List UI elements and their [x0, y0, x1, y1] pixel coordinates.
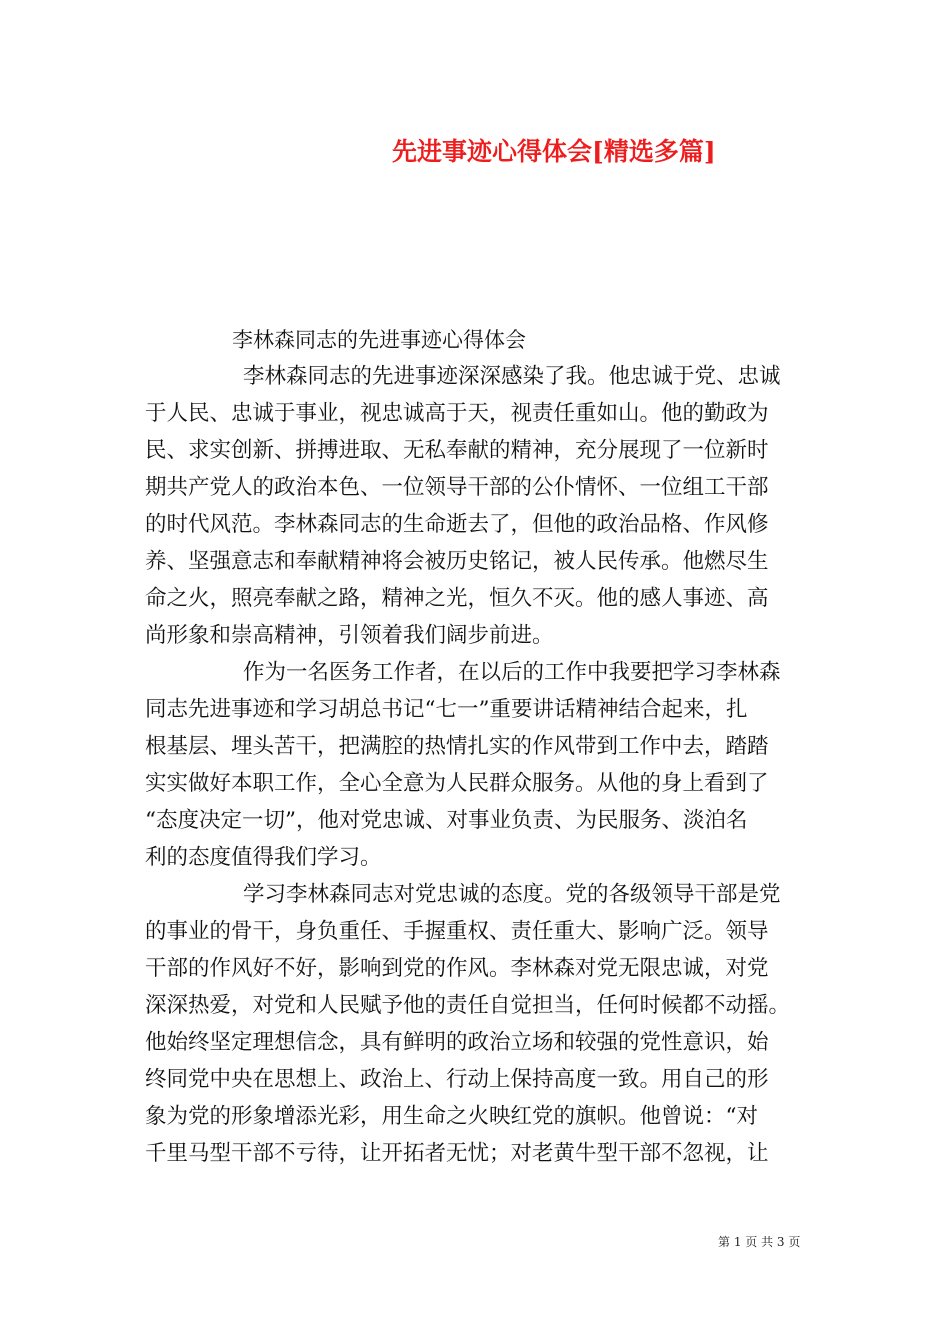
page-title: 先进事迹心得体会[精选多篇] — [392, 137, 716, 166]
paragraph-line: 他始终坚定理想信念，具有鲜明的政治立场和较强的党性意识，始 — [145, 1030, 769, 1055]
paragraph-line: 养、坚强意志和奉献精神将会被历史铭记，被人民传承。他燃尽生 — [145, 549, 769, 574]
paragraph-line: 期共产党人的政治本色、一位领导干部的公仆情怀、一位组工干部 — [145, 475, 769, 500]
section-heading: 李林森同志的先进事迹心得体会 — [232, 328, 526, 352]
paragraph-line: 根基层、埋头苦干，把满腔的热情扎实的作风带到工作中去，踏踏 — [145, 734, 769, 759]
paragraph-line: 利的态度值得我们学习。 — [145, 845, 382, 870]
paragraph-line: 终同党中央在思想上、政治上、行动上保持高度一致。用自己的形 — [145, 1067, 769, 1092]
paragraph-line: 命之火，照亮奉献之路，精神之光，恒久不灭。他的感人事迹、高 — [145, 586, 769, 611]
paragraph-line: 干部的作风好不好，影响到党的作风。李林森对党无限忠诚，对党 — [145, 956, 769, 981]
page-number: 第 1 页 共 3 页 — [718, 1235, 801, 1249]
paragraph-line: 实实做好本职工作，全心全意为人民群众服务。从他的身上看到了 — [145, 771, 769, 796]
paragraph-line: 于人民、忠诚于事业，视忠诚高于天，视责任重如山。他的勤政为 — [145, 401, 769, 426]
paragraph-line: 尚形象和崇高精神，引领着我们阔步前进。 — [145, 623, 554, 648]
paragraph-line: 同志先进事迹和学习胡总书记“七一”重要讲话精神结合起来，扎 — [145, 697, 748, 722]
paragraph-line: 象为党的形象增添光彩，用生命之火映红党的旗帜。他曾说：“对 — [145, 1104, 758, 1129]
paragraph-line: 李林森同志的先进事迹深深感染了我。他忠诚于党、忠诚 — [243, 364, 781, 389]
paragraph-line: 深深热爱，对党和人民赋予他的责任自觉担当，任何时候都不动摇。 — [145, 993, 791, 1018]
paragraph-line: 作为一名医务工作者，在以后的工作中我要把学习李林森 — [243, 660, 781, 685]
paragraph-line: 学习李林森同志对党忠诚的态度。党的各级领导干部是党 — [243, 882, 781, 907]
paragraph-line: 千里马型干部不亏待，让开拓者无忧；对老黄牛型干部不忽视，让 — [145, 1141, 769, 1166]
paragraph-line: 民、求实创新、拼搏进取、无私奉献的精神，充分展现了一位新时 — [145, 438, 769, 463]
paragraph-line: 的事业的骨干，身负重任、手握重权、责任重大、影响广泛。领导 — [145, 919, 769, 944]
paragraph-line: 的时代风范。李林森同志的生命逝去了，但他的政治品格、作风修 — [145, 512, 769, 537]
paragraph-line: “态度决定一切”，他对党忠诚、对事业负责、为民服务、淡泊名 — [145, 808, 748, 833]
